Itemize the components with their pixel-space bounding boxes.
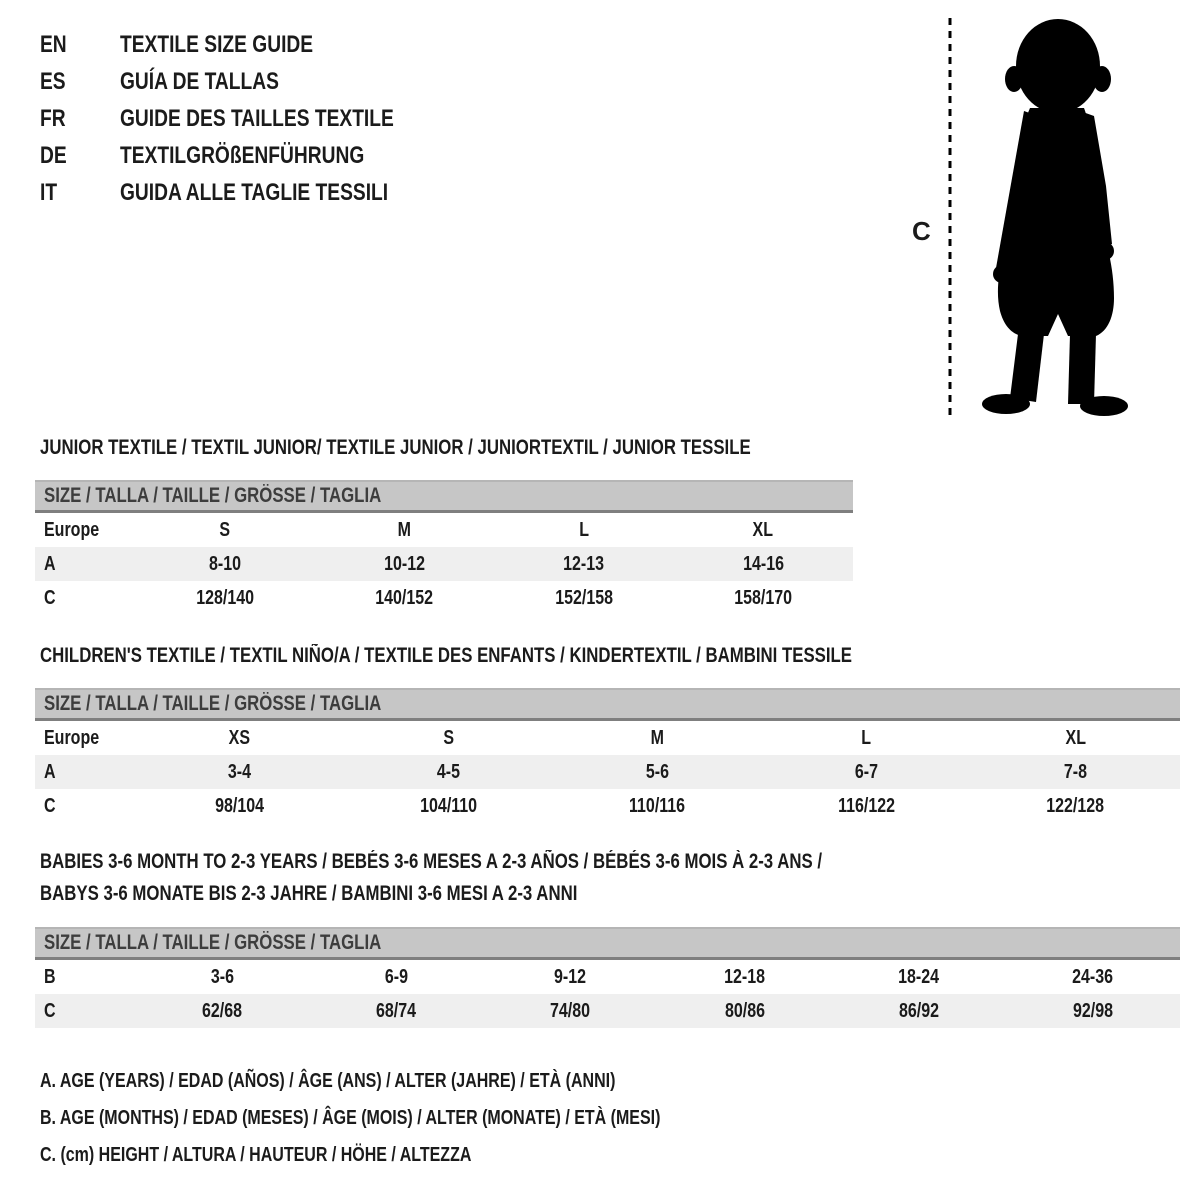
cell: 6-9 <box>384 965 408 988</box>
column-header: XL <box>753 518 774 541</box>
column-header: L <box>578 518 589 541</box>
legend-line-b: B. AGE (MONTHS) / EDAD (MESES) / ÂGE (MOIS) / ALTER (MONATE) / ETÀ (MESI) <box>40 1107 661 1129</box>
language-row <box>40 174 462 211</box>
cell: 3-4 <box>227 760 252 783</box>
table-junior <box>35 513 853 615</box>
cell: 152/158 <box>554 586 613 609</box>
column-header: XL <box>1065 726 1086 749</box>
language-code: IT <box>40 178 58 206</box>
cell: 8-10 <box>208 552 241 575</box>
table-row-height <box>35 789 1180 823</box>
table-babies <box>35 960 1180 1028</box>
cell: 128/140 <box>195 586 254 609</box>
column-header: S <box>443 726 454 749</box>
language-title-list <box>40 26 462 211</box>
cell: 62/68 <box>202 999 243 1022</box>
legend-line-a: A. AGE (YEARS) / EDAD (AÑOS) / ÂGE (ANS) / ALTER (JAHRE) / ETÀ (ANNI) <box>40 1070 616 1092</box>
table-row-age <box>35 547 853 581</box>
table-children <box>35 721 1180 823</box>
language-title: GUÍA DE TALLAS <box>120 67 279 95</box>
language-title: GUIDA ALLE TAGLIE TESSILI <box>120 178 389 206</box>
language-row <box>40 100 462 137</box>
table-row-height <box>35 581 853 615</box>
table-row-columns <box>35 513 853 547</box>
column-header: S <box>219 518 231 541</box>
region-label: Europe <box>44 518 100 541</box>
cell: 7-8 <box>1063 760 1088 783</box>
cell: 116/122 <box>838 794 895 817</box>
table-row-height <box>35 994 1180 1028</box>
cell: 24-36 <box>1072 965 1114 988</box>
cell: 6-7 <box>854 760 879 783</box>
column-header: M <box>650 726 665 749</box>
language-title: TEXTILGRÖßENFÜHRUNG <box>120 141 365 169</box>
table-row-age <box>35 755 1180 789</box>
cell: 4-5 <box>436 760 461 783</box>
section-title-babies-line2: BABYS 3-6 MONATE BIS 2-3 JAHRE / BAMBINI 3-6 MESI A 2-3 ANNI <box>40 882 578 905</box>
language-row <box>40 26 462 63</box>
column-header: XS <box>228 726 251 749</box>
size-header-bar-children: SIZE / TALLA / TAILLE / GRÖSSE / TAGLIA <box>35 688 1180 721</box>
cell: 92/98 <box>1072 999 1113 1022</box>
cell: 80/86 <box>724 999 765 1022</box>
section-title-babies-line1: BABIES 3-6 MONTH TO 2-3 YEARS / BEBÉS 3-6 MESES A 2-3 AÑOS / BÉBÉS 3-6 MOIS À 2-3 ANS / <box>40 850 823 873</box>
cell: 86/92 <box>898 999 939 1022</box>
language-code: DE <box>40 141 67 169</box>
language-code: ES <box>40 67 66 95</box>
row-label: C <box>44 999 56 1022</box>
height-measure-label: C <box>912 216 931 246</box>
language-code: FR <box>40 104 66 132</box>
table-row-months <box>35 960 1180 994</box>
row-label: A <box>44 760 56 783</box>
legend-line-c: C. (cm) HEIGHT / ALTURA / HAUTEUR / HÖHE / ALTEZZA <box>40 1144 472 1166</box>
cell: 18-24 <box>898 965 940 988</box>
column-header: M <box>397 518 411 541</box>
table-row-columns <box>35 721 1180 755</box>
cell: 12-13 <box>563 552 605 575</box>
cell: 158/170 <box>734 586 793 609</box>
cell: 74/80 <box>550 999 591 1022</box>
region-label: Europe <box>44 726 100 749</box>
cell: 9-12 <box>554 965 587 988</box>
cell: 122/128 <box>1046 794 1105 817</box>
size-header-bar-babies: SIZE / TALLA / TAILLE / GRÖSSE / TAGLIA <box>35 927 1180 960</box>
measure-legend <box>40 1063 816 1174</box>
row-label: B <box>44 965 56 988</box>
cell: 3-6 <box>210 965 234 988</box>
section-title-junior: JUNIOR TEXTILE / TEXTIL JUNIOR/ TEXTILE JUNIOR / JUNIORTEXTIL / JUNIOR TESSILE <box>40 436 751 459</box>
cell: 140/152 <box>375 586 434 609</box>
row-label: C <box>44 794 56 817</box>
language-title: TEXTILE SIZE GUIDE <box>120 30 314 58</box>
cell: 14-16 <box>742 552 784 575</box>
cell: 68/74 <box>376 999 417 1022</box>
language-row <box>40 137 462 174</box>
cell: 110/116 <box>629 794 686 817</box>
column-header: L <box>861 726 872 749</box>
language-title: GUIDE DES TAILLES TEXTILE <box>120 104 394 132</box>
language-code: EN <box>40 30 67 58</box>
cell: 98/104 <box>215 794 264 817</box>
cell: 5-6 <box>645 760 670 783</box>
cell: 10-12 <box>383 552 425 575</box>
toddler-silhouette <box>940 12 1150 420</box>
section-title-children: CHILDREN'S TEXTILE / TEXTIL NIÑO/A / TEXTILE DES ENFANTS / KINDERTEXTIL / BAMBINI TESSILE <box>40 644 853 667</box>
size-header-bar-junior: SIZE / TALLA / TAILLE / GRÖSSE / TAGLIA <box>35 480 853 513</box>
row-label: C <box>44 586 56 609</box>
language-row <box>40 63 462 100</box>
row-label: A <box>44 552 56 575</box>
cell: 12-18 <box>724 965 766 988</box>
cell: 104/110 <box>420 794 477 817</box>
